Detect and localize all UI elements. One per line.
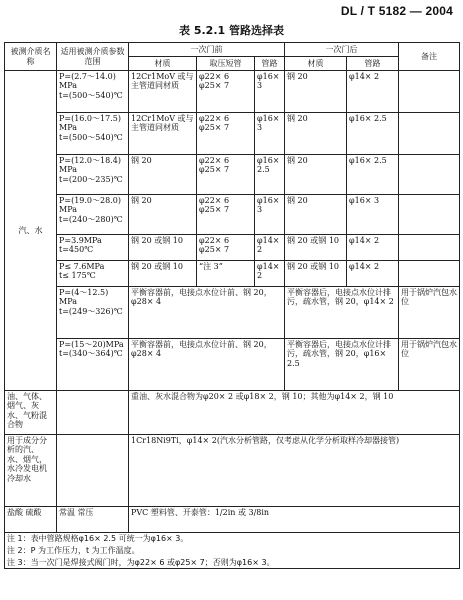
col-back-header: 一次门后 — [285, 43, 399, 57]
range-line: t=(249～326)℃ — [59, 306, 123, 316]
range-line: MPa — [59, 297, 77, 307]
pipe-cell: φ14× 2 — [255, 261, 285, 287]
range-line: P=3.9MPa — [59, 236, 102, 245]
material-cell: 12Cr1MoV 或与主管道同材质 — [129, 71, 197, 113]
material-cell: 钢 20 — [129, 195, 197, 235]
after-drum-cell: 平衡容器后，电接点水位计排污，疏水管，钢 20，φ14× 2 — [285, 287, 399, 339]
standard-number: DL / T 5182 — 2004 — [340, 4, 453, 18]
range-line: P=(15～20)MPa — [59, 340, 124, 349]
pipe-after-cell: φ14× 2 — [347, 261, 399, 287]
range-line: P=(16.0～17.5) — [59, 114, 121, 123]
range-line: t=450℃ — [59, 245, 94, 255]
note-text: 注 1：表中管路规格φ16× 2.5 可统一为φ16× 3。 — [5, 533, 460, 545]
note-row — [5, 545, 460, 557]
material-after-cell: 钢 20 或钢 10 — [285, 261, 347, 287]
range-cell — [57, 195, 129, 235]
range-line: P=(2.7～14.0) — [59, 72, 116, 81]
range-cell — [57, 287, 129, 339]
range-line: P=(12.0～18.4) — [59, 156, 121, 165]
table-row — [5, 287, 460, 339]
range-line: P=(4～12.5) — [59, 288, 109, 297]
acid-content-cell: PVC 塑料管、开泰管：1/2in 或 3/8in — [129, 507, 460, 533]
table-row — [5, 155, 460, 195]
table-row — [5, 235, 460, 261]
before-drum-cell: 平衡容器前，电接点水位计前、钢 20，φ28× 4 — [129, 339, 285, 391]
pipe-cell: φ14× 2 — [255, 235, 285, 261]
col-range-header: 适用被测介质参数范围 — [57, 43, 129, 71]
range-cell — [57, 339, 129, 391]
tapping-cell: φ22× 6 φ25× 7 — [197, 113, 255, 155]
range-line: MPa — [59, 165, 77, 175]
col-remark-header: 备注 — [399, 43, 460, 71]
pipe-cell: φ16× 3 — [255, 71, 285, 113]
table-row — [5, 339, 460, 391]
material-cell: 钢 20 — [129, 155, 197, 195]
analysis-content-cell: 1Cr18Ni9Ti，φ14× 2(汽水分析管路，仅考虑从化学分析取样冷却器接管) — [129, 435, 460, 507]
col-material-after-header: 材质 — [285, 57, 347, 71]
range-line: t=(500～540)℃ — [59, 132, 123, 142]
table-row — [5, 261, 460, 287]
pipe-after-cell: φ16× 2.5 — [347, 155, 399, 195]
table-row — [5, 195, 460, 235]
oil-content-cell: 重油、灰水混合物为φ20× 2 或φ18× 2，钢 10；其他为φ14× 2，钢 10 — [129, 391, 460, 435]
pipe-after-cell: φ14× 2 — [347, 235, 399, 261]
remark-cell — [399, 113, 460, 155]
remark-cell — [399, 155, 460, 195]
tapping-cell: “注 3” — [197, 261, 255, 287]
medium-oil-gas: 油、气体、烟气、灰水、气粉混合物 — [5, 391, 57, 435]
range-line: t=(240～280)℃ — [59, 214, 123, 224]
table-row — [5, 113, 460, 155]
pipe-after-cell: φ16× 2.5 — [347, 113, 399, 155]
material-after-cell: 钢 20 — [285, 155, 347, 195]
table-row — [5, 507, 460, 533]
table-row — [5, 71, 460, 113]
pipe-after-cell: φ14× 2 — [347, 71, 399, 113]
material-cell: 钢 20 或钢 10 — [129, 235, 197, 261]
col-front-header: 一次门前 — [129, 43, 285, 57]
range-line: MPa — [59, 81, 77, 91]
note-row — [5, 533, 460, 545]
remark-cell — [399, 71, 460, 113]
medium-analysis: 用于成分分析的汽、水、烟气，水冷发电机冷却水 — [5, 435, 57, 507]
pipe-after-cell: φ16× 3 — [347, 195, 399, 235]
remark-cell: 用于锅炉汽包水位 — [399, 339, 460, 391]
material-cell: 钢 20 或钢 10 — [129, 261, 197, 287]
range-line: t≤ 175℃ — [59, 271, 96, 281]
note-text: 注 3：当一次门是焊接式阀门时，为φ22× 6 或φ25× 7；否则为φ16× 3。 — [5, 557, 460, 569]
col-pipe-header: 管路 — [255, 57, 285, 71]
pipe-selection-table — [4, 42, 460, 569]
material-cell: 12Cr1MoV 或与主管道同材质 — [129, 113, 197, 155]
remark-cell: 用于锅炉汽包水位 — [399, 287, 460, 339]
table-row — [5, 391, 460, 435]
remark-cell — [399, 261, 460, 287]
range-line: t=(200～235)℃ — [59, 174, 123, 184]
range-cell: 常温 常压 — [57, 507, 129, 533]
col-material-header: 材质 — [129, 57, 197, 71]
range-cell — [57, 435, 129, 507]
range-line: MPa — [59, 205, 77, 215]
remark-cell — [399, 195, 460, 235]
note-text: 注 2：P 为工作压力，t 为工作温度。 — [5, 545, 460, 557]
pipe-cell: φ16× 3 — [255, 195, 285, 235]
tapping-cell: φ22× 6 φ25× 7 — [197, 235, 255, 261]
col-medium-header: 被测介质名称 — [5, 43, 57, 71]
table-row — [5, 435, 460, 507]
tapping-cell: φ22× 6 φ25× 7 — [197, 155, 255, 195]
material-after-cell: 钢 20 — [285, 113, 347, 155]
material-after-cell: 钢 20 — [285, 195, 347, 235]
range-cell — [57, 261, 129, 287]
range-line: MPa — [59, 123, 77, 133]
medium-steam-water: 汽、水 — [5, 71, 57, 391]
tapping-cell: φ22× 6 φ25× 7 — [197, 195, 255, 235]
range-line: t=(500～540)℃ — [59, 90, 123, 100]
after-drum-cell: 平衡容器后，电接点水位计排污，疏水管，钢 20，φ16× 2.5 — [285, 339, 399, 391]
pipe-cell: φ16× 2.5 — [255, 155, 285, 195]
range-line: P=(19.0～28.0) — [59, 196, 121, 205]
tapping-cell: φ22× 6 φ25× 7 — [197, 71, 255, 113]
before-drum-cell: 平衡容器前，电接点水位计前、钢 20，φ28× 4 — [129, 287, 285, 339]
table-title: 表 5.2.1 管路选择表 — [179, 24, 284, 37]
material-after-cell: 钢 20 或钢 10 — [285, 235, 347, 261]
range-cell — [57, 71, 129, 113]
range-line: P≤ 7.6MPa — [59, 262, 105, 271]
range-cell — [57, 155, 129, 195]
col-pipe-after-header: 管路 — [347, 57, 399, 71]
range-cell — [57, 235, 129, 261]
range-line: t=(340～364)℃ — [59, 349, 123, 359]
col-tapping-header: 取压短管 — [197, 57, 255, 71]
note-row — [5, 557, 460, 569]
range-cell — [57, 113, 129, 155]
material-after-cell: 钢 20 — [285, 71, 347, 113]
pipe-cell: φ16× 3 — [255, 113, 285, 155]
medium-acid: 盐酸 硫酸 — [5, 507, 57, 533]
range-cell — [57, 391, 129, 435]
remark-cell — [399, 235, 460, 261]
